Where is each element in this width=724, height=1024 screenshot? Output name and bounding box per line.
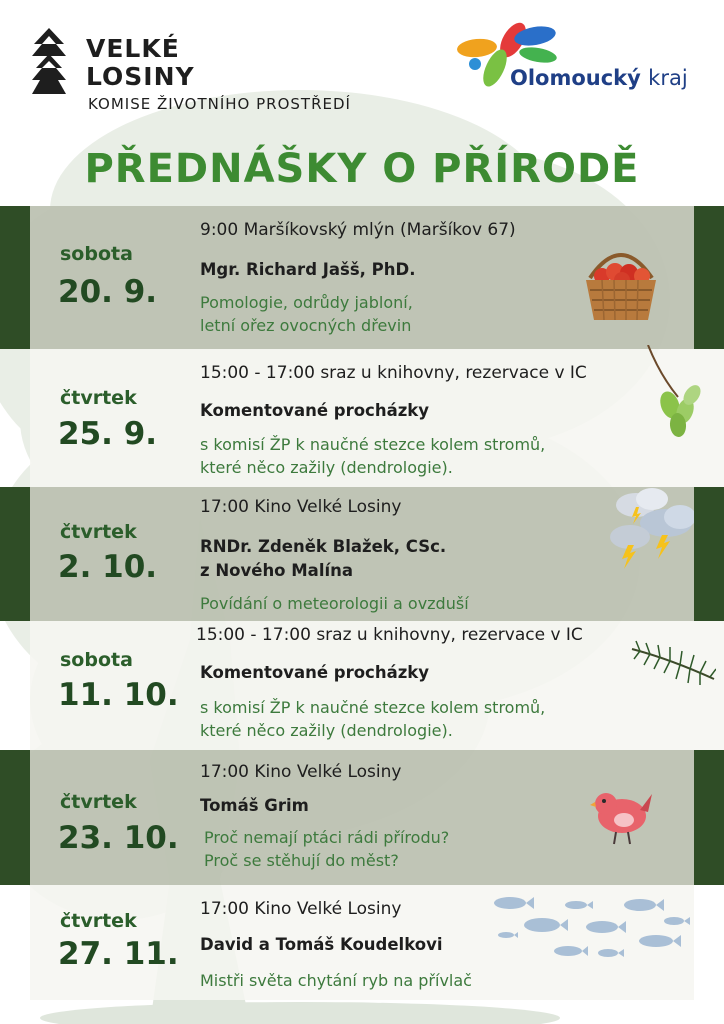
event-speaker-line2: z Nového Malína bbox=[200, 561, 354, 580]
event-list bbox=[0, 206, 724, 1000]
event-desc-line1: s komisí ŽP k naučné stezce kolem stromů, bbox=[200, 698, 546, 717]
event-date: 27. 11. bbox=[58, 936, 179, 972]
event-desc-line1: Proč nemají ptáci rádi přírodu? bbox=[204, 828, 450, 847]
brand-subtitle: KOMISE ŽIVOTNÍHO PROSTŘEDÍ bbox=[88, 95, 351, 113]
event-date: 11. 10. bbox=[58, 677, 179, 713]
storm-cloud-icon bbox=[608, 487, 698, 573]
event-day: čtvrtek bbox=[60, 387, 137, 409]
event-row bbox=[0, 349, 724, 487]
event-speaker: Komentované procházky bbox=[200, 663, 430, 682]
event-day: čtvrtek bbox=[60, 910, 137, 932]
event-time: 15:00 - 17:00 sraz u knihovny, rezervace v IC bbox=[196, 625, 583, 645]
velke-losiny-logo bbox=[30, 28, 370, 118]
event-day: čtvrtek bbox=[60, 791, 137, 813]
event-row bbox=[0, 750, 724, 885]
event-desc-line1: Pomologie, odrůdy jabloní, bbox=[200, 293, 413, 312]
event-time: 9:00 Maršíkovský mlýn (Maršíkov 67) bbox=[200, 220, 516, 240]
event-speaker: Komentované procházky bbox=[200, 401, 430, 420]
event-speaker: RNDr. Zdeněk Blažek, CSc. bbox=[200, 537, 447, 556]
event-speaker: Mgr. Richard Jašš, PhD. bbox=[200, 260, 416, 279]
event-desc-line1: Povídání o meteorologii a ovzduší bbox=[200, 594, 469, 613]
event-time: 17:00 Kino Velké Losiny bbox=[200, 497, 402, 517]
event-time: 15:00 - 17:00 sraz u knihovny, rezervace v IC bbox=[200, 363, 587, 383]
event-date: 25. 9. bbox=[58, 416, 158, 452]
event-date: 23. 10. bbox=[58, 820, 179, 856]
event-desc-line1: s komisí ŽP k naučné stezce kolem stromů, bbox=[200, 435, 546, 454]
event-row bbox=[0, 206, 724, 349]
event-row bbox=[0, 487, 724, 621]
region-name-light: kraj bbox=[648, 66, 688, 90]
brand-line2: LOSINY bbox=[86, 62, 195, 91]
pine-tree-logo-icon bbox=[30, 28, 68, 98]
event-day: čtvrtek bbox=[60, 521, 137, 543]
olomoucky-kraj-logo bbox=[455, 20, 715, 100]
event-desc-line1: Mistři světa chytání ryb na přívlač bbox=[200, 971, 472, 990]
event-speaker: Tomáš Grim bbox=[200, 796, 309, 815]
region-name bbox=[510, 66, 688, 90]
event-date: 2. 10. bbox=[58, 549, 158, 585]
event-desc-line2: které něco zažily (dendrologie). bbox=[200, 721, 453, 740]
event-desc-line2: které něco zažily (dendrologie). bbox=[200, 458, 453, 477]
event-desc-line2: Proč se stěhují do měst? bbox=[204, 851, 399, 870]
apple-basket-icon bbox=[582, 240, 660, 324]
fish-shoal-icon bbox=[490, 893, 698, 973]
event-speaker: David a Tomáš Koudelkovi bbox=[200, 935, 443, 954]
pine-branch-icon bbox=[630, 639, 716, 685]
region-name-bold: Olomoucký bbox=[510, 66, 641, 90]
event-row bbox=[0, 885, 724, 1000]
event-date: 20. 9. bbox=[58, 274, 158, 310]
event-time: 17:00 Kino Velké Losiny bbox=[200, 899, 402, 919]
event-day: sobota bbox=[60, 649, 133, 671]
event-time: 17:00 Kino Velké Losiny bbox=[200, 762, 402, 782]
page-title: PŘEDNÁŠKY O PŘÍRODĚ bbox=[84, 146, 640, 192]
event-row bbox=[0, 621, 724, 750]
brand-line1: VELKÉ bbox=[86, 34, 180, 63]
bird-icon bbox=[590, 786, 656, 850]
event-desc-line2: letní ořez ovocných dřevin bbox=[200, 316, 412, 335]
event-day: sobota bbox=[60, 243, 133, 265]
leaf-branch-icon bbox=[640, 345, 704, 445]
